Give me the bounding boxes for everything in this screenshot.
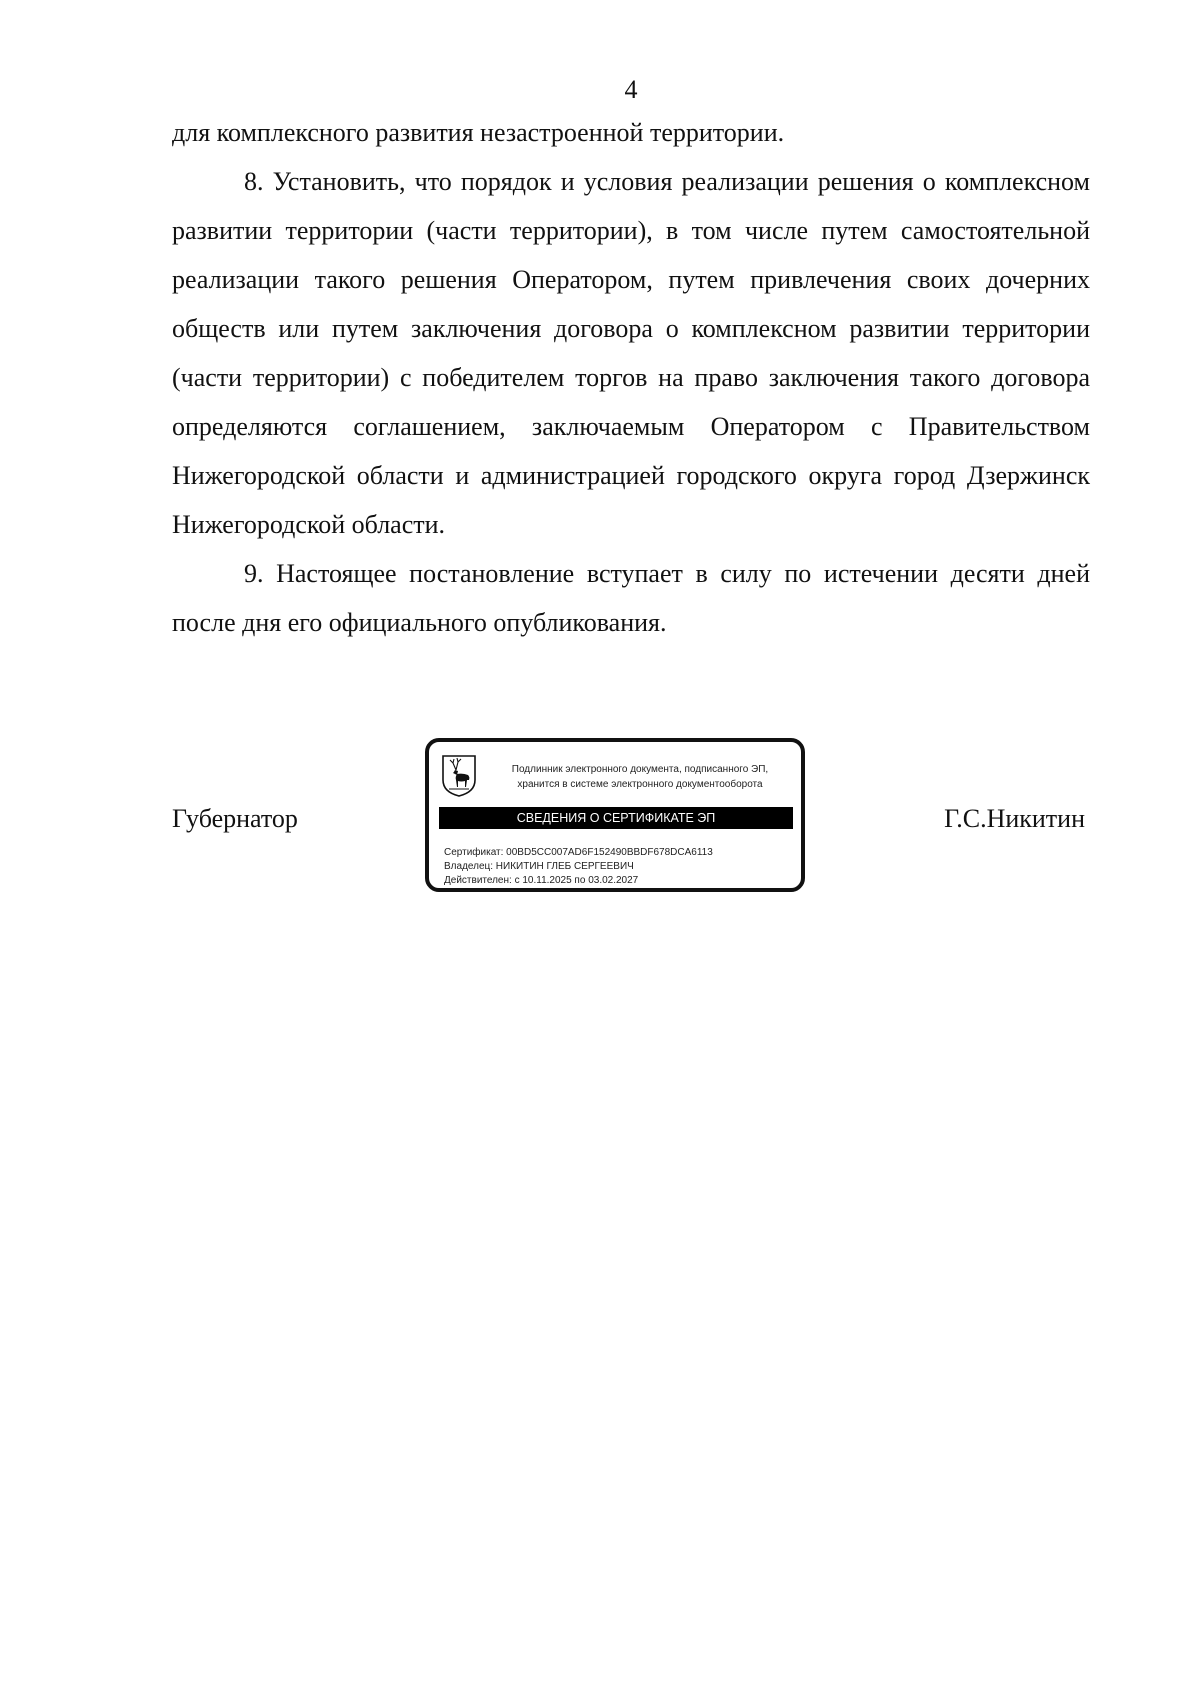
stamp-header bbox=[485, 762, 795, 792]
certificate-details bbox=[444, 846, 794, 888]
signer-title: Губернатор bbox=[172, 804, 298, 833]
certificate-validity: Действителен: с 10.11.2025 по 03.02.2027 bbox=[444, 875, 639, 886]
coat-of-arms-icon bbox=[441, 754, 477, 798]
document-body bbox=[172, 108, 1090, 647]
stamp-header-line-2: хранится в системе электронного документооборота bbox=[517, 779, 763, 790]
paragraph-item-8: 8. Установить, что порядок и условия реализации решения о комплексном развитии территории (части территории), в том числе путем самостоятельной реализации такого решения Оператором, путем привлечения своих дочерних обществ или путем заключения договора о комплексном развитии территории (части территории) с победителем торгов на право заключения такого договора определяются соглашением, заключаемым Оператором с Правительством Нижегородской области и администрацией городского округа город Дзержинск Нижегородской области. bbox=[172, 167, 1090, 539]
certificate-owner: Владелец: НИКИТИН ГЛЕБ СЕРГЕЕВИЧ bbox=[444, 861, 634, 872]
electronic-signature-stamp bbox=[425, 738, 805, 892]
paragraph-item-9: 9. Настоящее постановление вступает в силу по истечении десяти дней после дня его официального опубликования. bbox=[172, 559, 1090, 637]
signer-name: Г.С.Никитин bbox=[944, 804, 1085, 833]
page-number: 4 bbox=[624, 75, 638, 104]
stamp-header-line-1: Подлинник электронного документа, подписанного ЭП, bbox=[511, 764, 769, 775]
certificate-info-bar: СВЕДЕНИЯ О СЕРТИФИКАТЕ ЭП bbox=[439, 807, 793, 829]
paragraph-continuation: для комплексного развития незастроенной территории. bbox=[172, 118, 785, 147]
certificate-number: Сертификат: 00BD5CC007AD6F152490BBDF678DCA6113 bbox=[444, 847, 713, 858]
signature-block bbox=[172, 738, 1090, 898]
